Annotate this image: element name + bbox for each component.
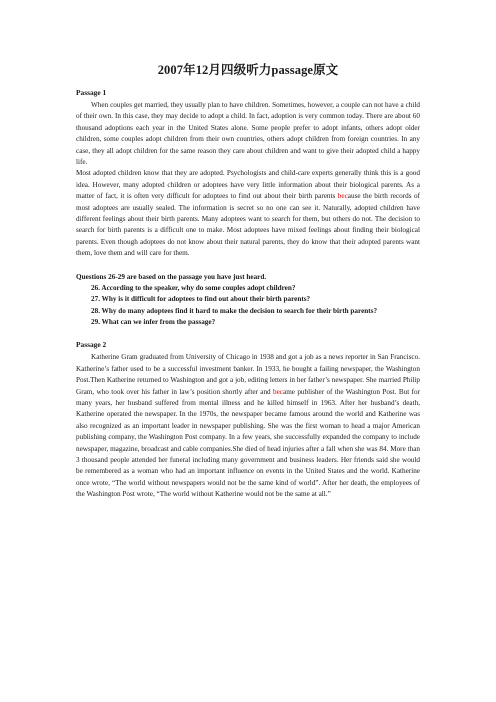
question-28: 28. Why do many adoptees find it hard to make the decision to search for their birth parents? <box>91 306 378 315</box>
questions-intro: Questions 26-29 are based on the passage you have just heard. <box>76 272 267 281</box>
question-26: 26. According to the speaker, why do some couples adopt children? <box>91 283 296 292</box>
passage-2 <box>76 340 420 500</box>
passage-2-paragraph-1-text-a: Katherine Gram graduated from University of Chicago in 1938 and got a job as a news reporter in San Francisco. Katherine’s father used to be a successful investment banker. In 1933, he bought a failing newspaper, the Washington Post.Then Katherine returned to Washington and got a job, editing letters in her father’s newspaper. She married Philip Gram, who took over his father in law’s position shortly after and <box>76 353 420 396</box>
highlighted-fragment: bec <box>273 387 283 396</box>
passage-2-paragraph-1-text-b: ame publisher of the Washington Post. But for many years, her husband suffered from mental illness and he killed himself in 1963. After her husband’s death, Katherine operated the newspaper. In the 1970s, the newspaper became famous around the world and Katherine was also recognized as an important leader in newspaper publishing. She was the first woman to head a major American publishing company, the Washington Post company. In a few years, she successfully expanded the company to include newspaper, magazine, broadcast and cable companies.She died of head injuries after a fall when she was 84. More than 3 thousand people attended her funeral including many government and business leaders. Her friends said she would be remembered as a woman who had an important influence on events in the United States and the world. Katherine once wrote, “The world without newspapers would not be the same kind of world”. After her death, the employees of the Washington Post wrote, “The world without Katherine would not be the same at all.” <box>76 387 420 499</box>
passage-1-heading: Passage 1 <box>76 88 107 97</box>
passage-1-paragraph-2 <box>76 168 420 259</box>
passage-1-paragraph-1: When couples get married, they usually plan to have children. Sometimes, however, a couple can not have a child of their own. In this case, they may decide to adopt a child. In fact, adoption is very common today. There are about 60 thousand adoptions each year in the United States alone. Some people prefer to adopt infants, others adopt older children, some couples adopt children from their own countries, others adopt children from foreign countries. In any case, they all adopt children for the same reason they care about children and want to give their adopted child a happy life. <box>76 101 420 167</box>
highlighted-fragment: bec <box>337 192 348 201</box>
passage-1-paragraph-2-text-b: ause the birth records of most adoptees are usually sealed. The information is secret so no one can see it. Naturally, adopted children have different feelings about their birth parents. Many adoptees want to search for them, but others do not. The decision to search for birth parents is a difficult one to make. Most adoptees have mixed feelings about finding their biological parents. Even though adoptees do not know about their natural parents, they do know that their adopted parents want them, love them and will care for them. <box>76 192 420 258</box>
passage-2-heading: Passage 2 <box>76 340 107 350</box>
question-29: 29. What can we infer from the passage? <box>91 317 216 326</box>
passage-2-paragraph-1 <box>76 352 420 500</box>
passage-1 <box>76 88 420 328</box>
document-title: 2007年12月四级听力passage原文 <box>157 63 339 77</box>
passage-1-paragraph-2-text-a: Most adopted children know that they are adopted. Psychologists and child-care experts generally think this is a good idea. However, many adopted children or adoptees have very little information about their biological parents. As a matter of fact, it is often very difficult for adoptees to find out about their birth parents <box>76 169 420 201</box>
section-gap <box>76 328 420 340</box>
question-27: 27. Why is it difficult for adoptees to find out about their birth parents? <box>91 295 311 304</box>
